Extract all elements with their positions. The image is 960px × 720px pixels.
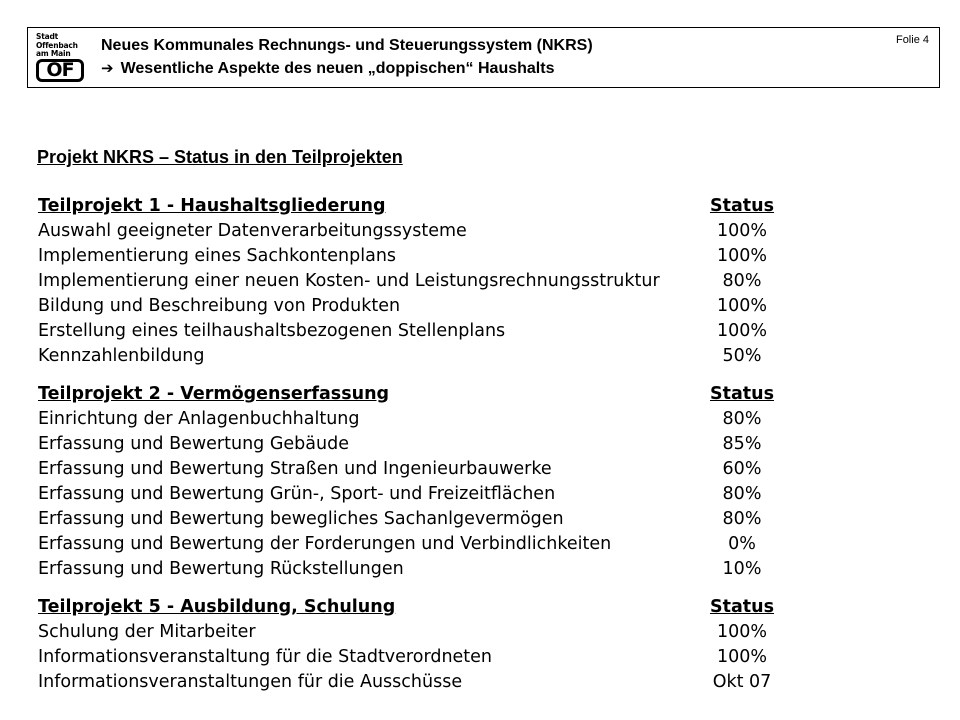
row-label: Erfassung und Bewertung der Forderungen und Verbindlichkeiten bbox=[38, 534, 612, 554]
table-row bbox=[38, 244, 798, 269]
row-label: Erfassung und Bewertung bewegliches Sachanlgevermögen bbox=[38, 509, 564, 529]
logo-badge: OF bbox=[36, 59, 84, 82]
table-row bbox=[38, 557, 798, 582]
section-gap bbox=[38, 582, 798, 595]
table-row bbox=[38, 532, 798, 557]
table-row bbox=[38, 645, 798, 670]
row-status: 80% bbox=[722, 409, 762, 429]
row-label: Informationsveranstaltung für die Stadtverordneten bbox=[38, 647, 493, 667]
row-label: Implementierung eines Sachkontenplans bbox=[38, 246, 397, 266]
row-status: 100% bbox=[716, 221, 768, 241]
row-status: Okt 07 bbox=[712, 672, 772, 692]
row-label: Schulung der Mitarbeiter bbox=[38, 622, 256, 642]
section-header bbox=[38, 382, 798, 407]
section-heading: Teilprojekt 1 - Haushaltsgliederung bbox=[38, 196, 386, 216]
row-status: 50% bbox=[722, 346, 762, 366]
status-heading: Status bbox=[709, 597, 775, 617]
header-title: Neues Kommunales Rechnungs- und Steuerungssystem (NKRS) bbox=[101, 37, 593, 54]
right-arrow-icon: ➔ bbox=[101, 60, 114, 77]
row-label: Implementierung einer neuen Kosten- und Leistungsrechnungsstruktur bbox=[38, 271, 660, 291]
section-heading: Teilprojekt 5 - Ausbildung, Schulung bbox=[38, 597, 396, 617]
row-label: Auswahl geeigneter Datenverarbeitungssysteme bbox=[38, 221, 467, 241]
table-row bbox=[38, 294, 798, 319]
row-status: 80% bbox=[722, 509, 762, 529]
row-label: Informationsveranstaltungen für die Ausschüsse bbox=[38, 672, 463, 692]
status-table bbox=[38, 194, 798, 695]
table-row bbox=[38, 620, 798, 645]
table-row bbox=[38, 432, 798, 457]
table-row bbox=[38, 482, 798, 507]
row-status: 80% bbox=[722, 484, 762, 504]
status-heading: Status bbox=[709, 196, 775, 216]
table-row bbox=[38, 269, 798, 294]
row-status: 85% bbox=[722, 434, 762, 454]
logo-text: Stadt Offenbach am Main bbox=[36, 32, 78, 58]
row-label: Kennzahlenbildung bbox=[38, 346, 205, 366]
table-row bbox=[38, 457, 798, 482]
section-header bbox=[38, 595, 798, 620]
table-row bbox=[38, 507, 798, 532]
row-status: 100% bbox=[716, 647, 768, 667]
row-label: Erfassung und Bewertung Gebäude bbox=[38, 434, 349, 454]
slide-number: Folie 4 bbox=[895, 34, 929, 46]
row-label: Bildung und Beschreibung von Produkten bbox=[38, 296, 401, 316]
section-gap bbox=[38, 369, 798, 382]
status-heading: Status bbox=[709, 384, 775, 404]
row-status: 0% bbox=[728, 534, 756, 554]
table-row bbox=[38, 344, 798, 369]
row-label: Erfassung und Bewertung Rückstellungen bbox=[38, 559, 404, 579]
row-label: Einrichtung der Anlagenbuchhaltung bbox=[38, 409, 360, 429]
header-subtitle-text: Wesentliche Aspekte des neuen „doppischen“ Haushalts bbox=[120, 60, 555, 77]
table-row bbox=[38, 319, 798, 344]
table-row bbox=[38, 407, 798, 432]
table-row bbox=[38, 219, 798, 244]
row-status: 100% bbox=[716, 321, 768, 341]
page-title: Projekt NKRS – Status in den Teilprojekten bbox=[37, 147, 403, 167]
row-label: Erfassung und Bewertung Grün-, Sport- und Freizeitflächen bbox=[38, 484, 556, 504]
header-subtitle bbox=[101, 59, 554, 78]
row-status: 100% bbox=[716, 622, 768, 642]
table-row bbox=[38, 670, 798, 695]
city-logo bbox=[34, 32, 88, 84]
row-status: 60% bbox=[722, 459, 762, 479]
section-header bbox=[38, 194, 798, 219]
row-label: Erstellung eines teilhaushaltsbezogenen Stellenplans bbox=[38, 321, 506, 341]
row-status: 100% bbox=[716, 296, 768, 316]
slide-header bbox=[27, 27, 940, 88]
row-status: 10% bbox=[722, 559, 762, 579]
row-label: Erfassung und Bewertung Straßen und Ingenieurbauwerke bbox=[38, 459, 552, 479]
row-status: 80% bbox=[722, 271, 762, 291]
section-heading: Teilprojekt 2 - Vermögenserfassung bbox=[38, 384, 390, 404]
row-status: 100% bbox=[716, 246, 768, 266]
